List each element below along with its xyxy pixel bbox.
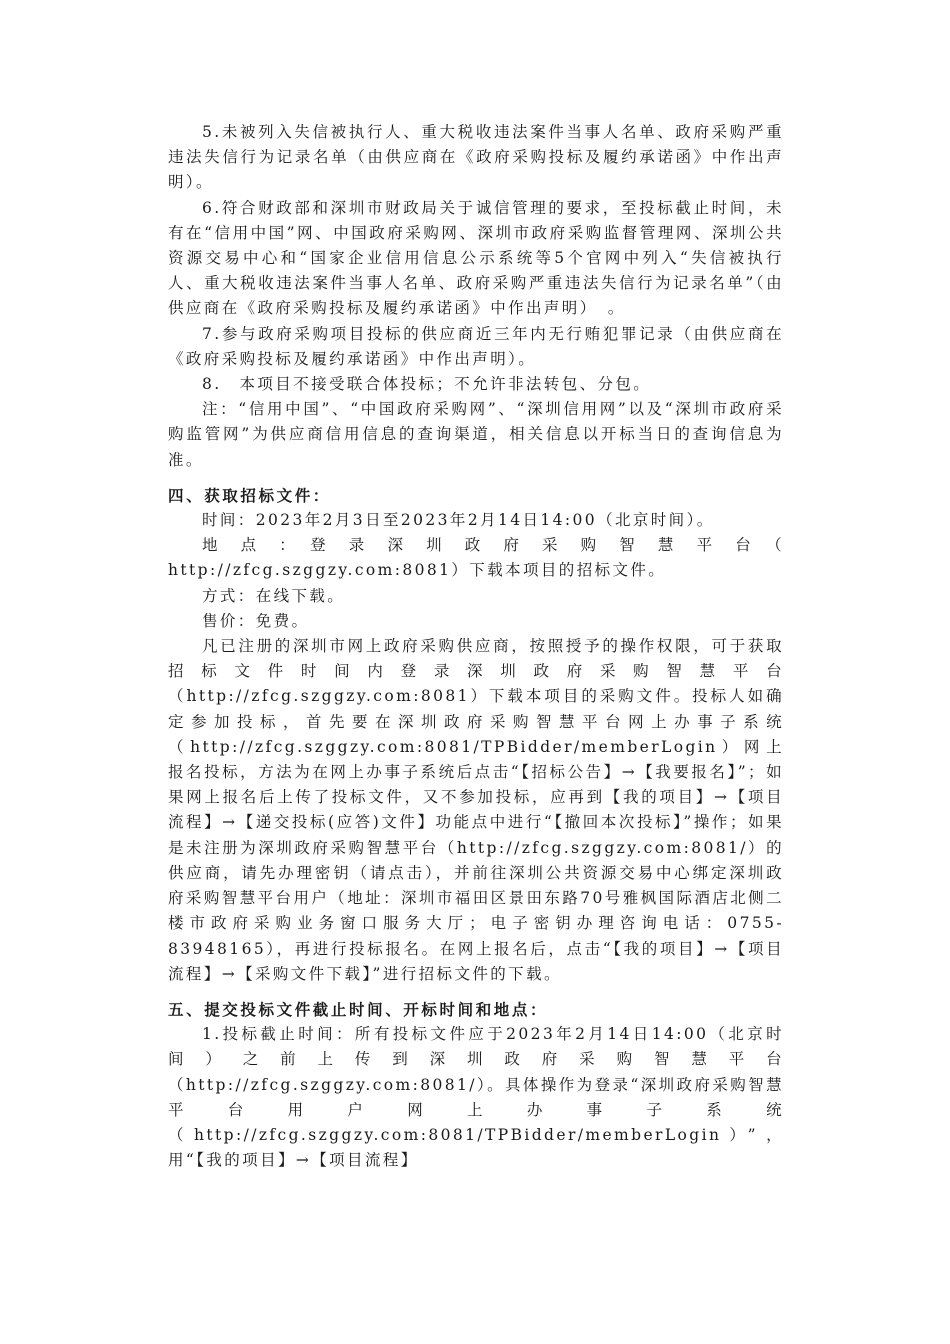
section-4-price: 售价：免费。 <box>202 611 310 630</box>
section-4-body: 凡已注册的深圳市网上政府采购供应商，按照授予的操作权限，可于获取招标文件时间内登录深圳政府采购智慧平台（http://zfcg.szggzy.com:8081）下载本项目的采购文件。投标人如确定参加投标，首先要在深圳政府采购智慧平台网上办事子系统（http://zfcg.szggzy.com:8081/TPBidder/memberLogin）网上报名投标，方法为在网上办事子系统后点击“【招标公告】→【我要报名】”；如果网上报名后上传了投标文件，又不参加投标，应再到【我的项目】→【项目流程】→【递交投标(应答)文件】功能点中进行“【撤回本次投标】”操作；如果是未注册为深圳政府采购智慧平台（http://zfcg.szggzy.com:8081/）的供应商，请先办理密钥（请点击），并前往深圳公共资源交易中心绑定深圳政府采购智慧平台用户（地址：深圳市福田区景田东路70号雅枫国际酒店北侧二楼市政府采购业务窗口服务大厅；电子密钥办理咨询电话：0755-83948165），再进行投标报名。在网上报名后，点击“【我的项目】→【项目流程】→【采购文件下载】”进行招标文件的下载。 <box>168 637 784 983</box>
requirement-item-5: 5.未被列入失信被执行人、重大税收违法案件当事人名单、政府采购严重违法失信行为记录名单（由供应商在《政府采购投标及履约承诺函》中作出声明）。 <box>168 123 784 192</box>
requirement-item-8: 8. 本项目不接受联合体投标；不允许非法转包、分包。 <box>202 375 652 394</box>
requirement-note: 注：“信用中国”、“中国政府采购网”、“深圳信用网”以及“深圳市政府采购监管网”为供应商信用信息的查询渠道，相关信息以开标当日的查询信息为准。 <box>168 400 784 469</box>
section-5-item-1: 1.投标截止时间：所有投标文件应于2023年2月14日14:00（北京时间）之前上传到深圳政府采购智慧平台（http://zfcg.szggzy.com:8081/）。具体操作为登录“深圳政府采购智慧平台用户网上办事子系统（http://zfcg.szggzy.com:8081/TPBidder/memberLogin）”，用“【我的项目】→【项目流程】 <box>168 1025 784 1170</box>
section-5-heading: 五、提交投标文件截止时间、开标时间和地点： <box>168 999 549 1019</box>
section-4-time: 时间：2023年2月3日至2023年2月14日14:00（北京时间）。 <box>202 511 715 530</box>
section-4-place: 地 点 ： 登 录 深 圳 政 府 采 购 智 慧 平 台 （ http://zfcg.szggzy.com:8081）下载本项目的招标文件。 <box>168 536 802 580</box>
requirement-item-6: 6.符合财政部和深圳市财政局关于诚信管理的要求，至投标截止时间，未有在“信用中国”网、中国政府采购网、深圳市政府采购监督管理网、深圳公共资源交易中心和“国家企业信用信息公示系统等5个官网中列入“失信被执行人、重大税收违法案件当事人名单、政府采购严重违法失信行为记录名单”（由供应商在《政府采购投标及履约承诺函》中作出声明） 。 <box>168 198 784 318</box>
section-4-heading: 四、获取招标文件： <box>168 485 331 505</box>
requirement-item-7: 7.参与政府采购项目投标的供应商近三年内无行贿犯罪记录（由供应商在《政府采购投标及履约承诺函》中作出声明）。 <box>168 324 784 368</box>
document-page <box>168 120 802 1173</box>
section-4-method: 方式：在线下载。 <box>202 586 346 605</box>
